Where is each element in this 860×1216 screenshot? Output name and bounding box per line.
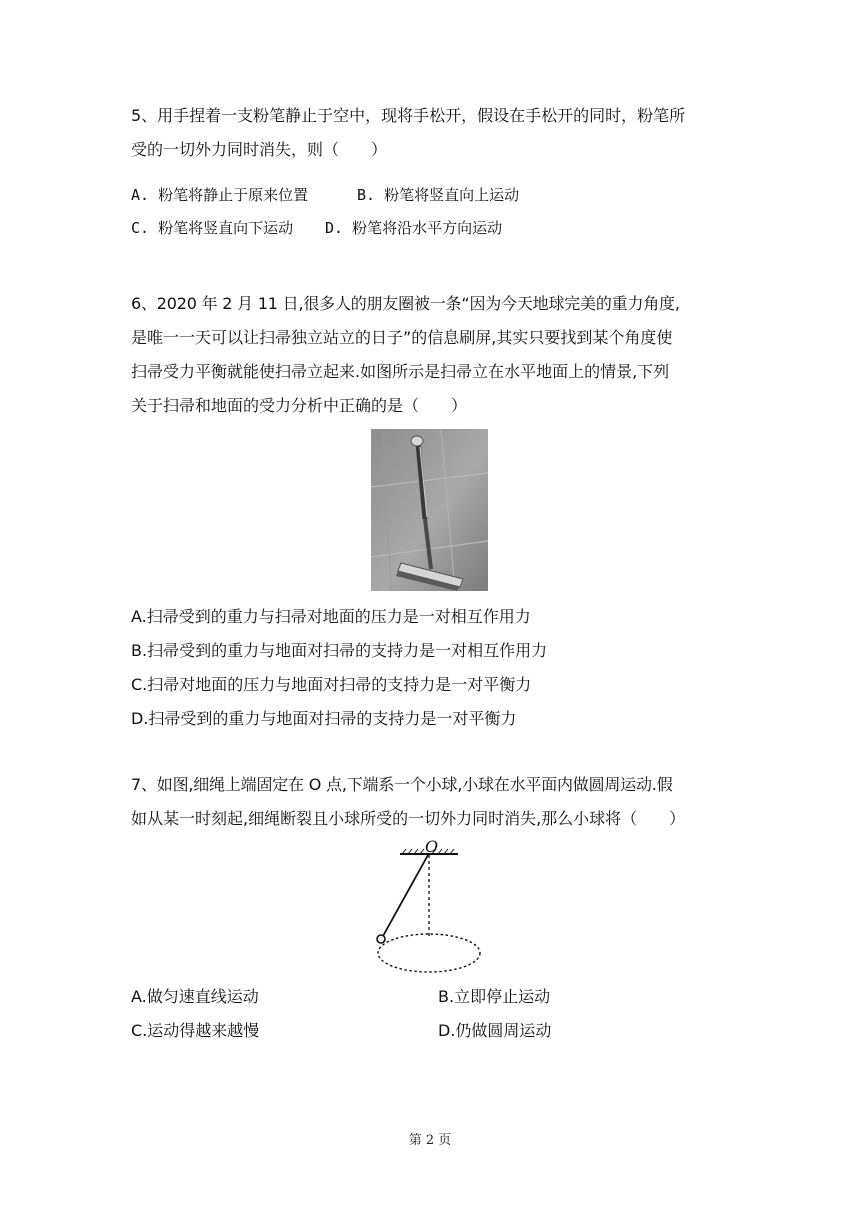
q6-stem-line2: 是唯一一天可以让扫帚独立站立的日子”的信息刷屏,其实只要找到某个角度使: [131, 328, 673, 347]
q5-stem-line2: 受的一切外力同时消失，则（ ）: [131, 140, 388, 159]
q7-stem-line1: 7、如图,细绳上端固定在 O 点,下端系一个小球,小球在水平面内做圆周运动.假: [131, 775, 673, 794]
q7-option-a: A.做匀速直线运动: [131, 987, 259, 1006]
q6-option-b: B.扫帚受到的重力与地面对扫帚的支持力是一对相互作用力: [131, 641, 548, 660]
q5-option-b: B. 粉笔将竖直向上运动: [357, 186, 520, 204]
q7-option-d: D.仍做圆周运动: [438, 1021, 552, 1040]
q6-option-a: A.扫帚受到的重力与扫帚对地面的压力是一对相互作用力: [131, 607, 531, 626]
q5-option-d: D. 粉笔将沿水平方向运动: [325, 219, 503, 237]
pendulum-point-o-label: O: [425, 837, 439, 856]
q6-stem-line3: 扫帚受力平衡就能使扫帚立起来.如图所示是扫帚立在水平地面上的情景,下列: [131, 362, 670, 381]
q5-stem-line1: 5、用手捏着一支粉笔静止于空中，现将手松开，假设在手松开的同时，粉笔所: [131, 106, 686, 125]
q7-option-b: B.立即停止运动: [438, 987, 551, 1006]
q6-stem-line1: 6、2020 年 2 月 11 日,很多人的朋友圈被一条“因为今天地球完美的重力角度,: [131, 294, 680, 313]
q5-option-a: A. 粉笔将静止于原来位置: [131, 186, 309, 204]
pendulum-diagram: [372, 837, 486, 977]
q5-option-c: C. 粉笔将竖直向下运动: [131, 219, 294, 237]
q6-option-c: C.扫帚对地面的压力与地面对扫帚的支持力是一对平衡力: [131, 675, 532, 694]
q7-option-c: C.运动得越来越慢: [131, 1021, 260, 1040]
q7-stem-line2: 如从某一时刻起,细绳断裂且小球所受的一切外力同时消失,那么小球将（ ）: [131, 809, 686, 828]
q6-option-d: D.扫帚受到的重力与地面对扫帚的支持力是一对平衡力: [131, 709, 517, 728]
broom-photo: [371, 429, 488, 591]
q6-stem-line4: 关于扫帚和地面的受力分析中正确的是（ ）: [131, 396, 468, 415]
page-number: 第 2 页: [408, 1133, 452, 1148]
